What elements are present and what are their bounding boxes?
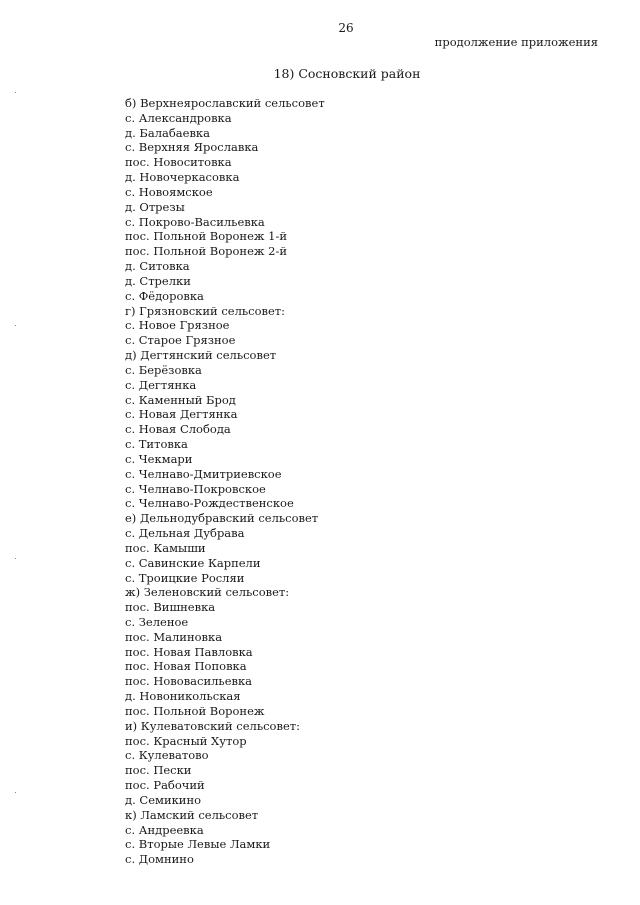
list-item: пос. Нововасильевка: [125, 674, 253, 689]
list-item: с. Дегтянка: [125, 377, 197, 392]
list-item: пос. Польной Воронеж 2-й: [125, 244, 287, 259]
list-item: с. Кулеватово: [125, 748, 209, 763]
list-item: с. Андреевка: [125, 822, 204, 837]
margin-mark: [15, 92, 16, 93]
list-item: с. Челнаво-Покровское: [125, 481, 266, 496]
list-item: с. Домнино: [125, 852, 194, 867]
list-item: с. Каменный Брод: [125, 392, 236, 407]
list-item: с. Новое Грязное: [125, 318, 230, 333]
list-item: с. Покрово-Васильевка: [125, 214, 265, 229]
list-item: с. Верхняя Ярославка: [125, 140, 259, 155]
page-number: 26: [338, 21, 354, 35]
list-item: пос. Польной Воронеж: [125, 703, 265, 718]
list-item: е) Дельнодубравский сельсовет: [125, 511, 319, 526]
list-item: пос. Пески: [125, 763, 192, 778]
list-item: д. Новочеркасовка: [125, 170, 240, 185]
list-item: с. Титовка: [125, 437, 188, 452]
list-item: пос. Камыши: [125, 540, 206, 555]
list-item: д. Балабаевка: [125, 125, 210, 140]
list-item: с. Савинские Карпели: [125, 555, 261, 570]
list-item: с. Берёзовка: [125, 362, 202, 377]
list-item: д. Стрелки: [125, 273, 191, 288]
margin-mark: [15, 792, 16, 793]
list-item: пос. Новая Поповка: [125, 659, 247, 674]
list-item: с. Старое Грязное: [125, 333, 236, 348]
list-item: г) Грязновский сельсовет:: [125, 303, 286, 318]
section-title: 18) Сосновский район: [273, 66, 421, 81]
list-item: д. Ситовка: [125, 259, 190, 274]
list-item: д. Новоникольская: [125, 689, 241, 704]
list-item: пос. Красный Хутор: [125, 733, 247, 748]
list-item: д. Отрезы: [125, 199, 185, 214]
list-item: с. Дельная Дубрава: [125, 526, 245, 541]
list-item: с. Новая Дегтянка: [125, 407, 238, 422]
list-item: с. Челнаво-Рождественское: [125, 496, 294, 511]
list-item: с. Александровка: [125, 110, 232, 125]
margin-mark: [15, 558, 16, 559]
settlement-list: [125, 96, 325, 867]
list-item: и) Кулеватовский сельсовет:: [125, 718, 300, 733]
list-item: с. Фёдоровка: [125, 288, 204, 303]
list-item: с. Чекмари: [125, 451, 193, 466]
list-item: пос. Малиновка: [125, 629, 223, 644]
list-item: к) Ламский сельсовет: [125, 807, 259, 822]
list-item: с. Зеленое: [125, 614, 189, 629]
list-item: д. Семикино: [125, 792, 202, 807]
list-item: пос. Новая Павловка: [125, 644, 253, 659]
continuation-label: продолжение приложения: [434, 35, 598, 49]
list-item: пос. Польной Воронеж 1-й: [125, 229, 287, 244]
list-item: б) Верхнеярославский сельсовет: [125, 96, 325, 110]
list-item: с. Новая Слобода: [125, 422, 231, 437]
list-item: ж) Зеленовский сельсовет:: [125, 585, 290, 600]
list-item: с. Вторые Левые Ламки: [125, 837, 271, 852]
list-item: д) Дегтянский сельсовет: [125, 348, 277, 363]
margin-mark: [15, 325, 16, 326]
list-item: пос. Вишневка: [125, 600, 216, 615]
list-item: пос. Рабочий: [125, 778, 205, 793]
list-item: с. Троицкие Росляи: [125, 570, 245, 585]
list-item: с. Челнаво-Дмитриевское: [125, 466, 282, 481]
list-item: пос. Новоситовка: [125, 155, 232, 170]
list-item: с. Новоямское: [125, 184, 213, 199]
